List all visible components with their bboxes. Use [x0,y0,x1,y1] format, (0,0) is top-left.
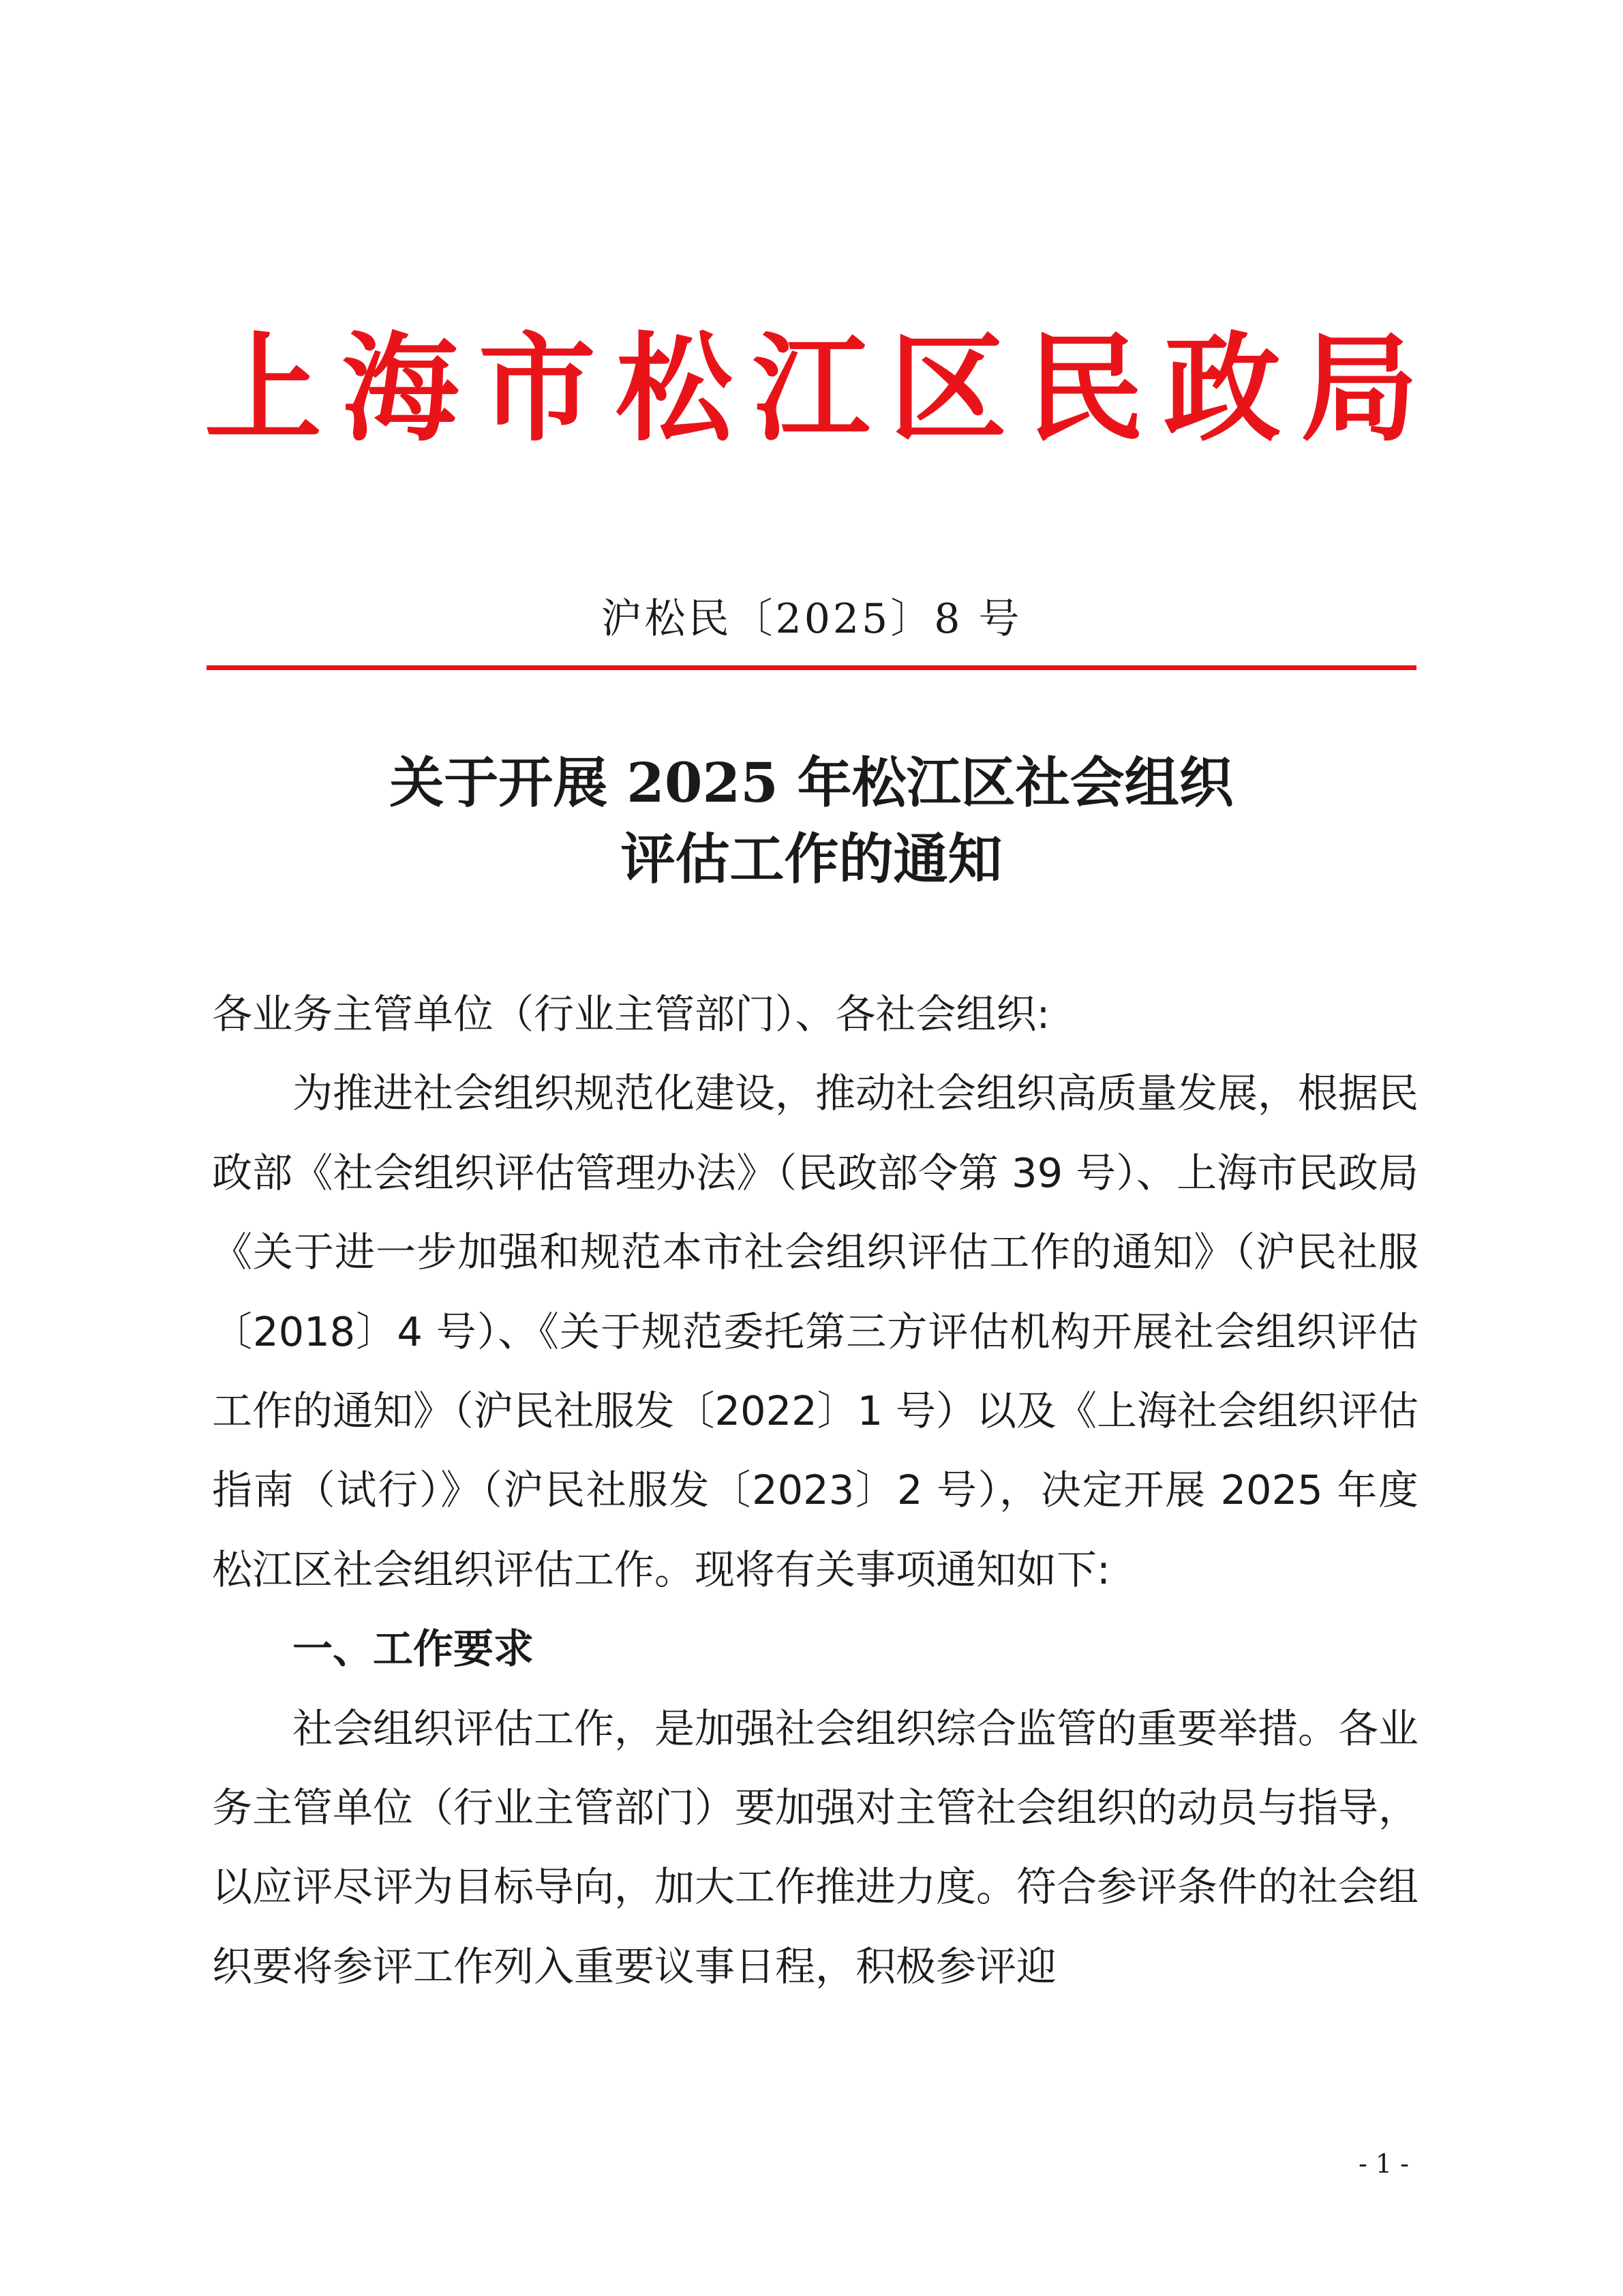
notice-title-line2: 评估工作的通知 [620,827,1003,891]
notice-title [0,744,1623,897]
page-number: - 1 - [1358,2149,1409,2179]
notice-title-line1: 关于开展 2025 年松江区社会组织 [389,751,1234,815]
issuer-name [204,320,1418,457]
issuer-char: 上 [204,319,322,457]
red-divider-rule [207,665,1416,670]
issuer-char: 市 [479,319,596,457]
intro-paragraph: 为推进社会组织规范化建设，推动社会组织高质量发展，根据民政部《社会组织评估管理办法》（民政部令第 39 号）、上海市民政局《关于进一步加强和规范本市社会组织评估工作的通知》（沪民社服〔2018〕4 号）、《关于规范委托第三方评估机构开展社会组织评估工作的通知》（沪民社服发〔2022〕1 号）以及《上海社会组织评估指南（试行）》（沪民社服发〔2023〕2 号），决定开展 2025 年度松江区社会组织评估工作。现将有关事项通知如下: [212,1070,1419,1593]
issuer-char: 松 [616,319,733,457]
notice-body [212,975,1419,2006]
issuer-char: 局 [1301,319,1418,457]
document-number: 沪松民〔2025〕8 号 [601,595,1022,643]
salutation: 各业务主管单位（行业主管部门）、各社会组织: [212,991,1050,1038]
issuer-char: 区 [890,319,1007,457]
issuer-char: 政 [1164,319,1281,457]
section-heading: 一、工作要求 [292,1625,534,1673]
issuer-char: 海 [342,319,459,457]
work-requirements-paragraph: 社会组织评估工作，是加强社会组织综合监管的重要举措。各业务主管单位（行业主管部门）要加强对主管社会组织的动员与指导，以应评尽评为目标导向，加大工作推进力度。符合参评条件的社会组织要将参评工作列入重要议事日程，积极参评迎 [212,1704,1419,1990]
issuer-char: 江 [753,319,870,457]
issuer-char: 民 [1027,319,1144,457]
